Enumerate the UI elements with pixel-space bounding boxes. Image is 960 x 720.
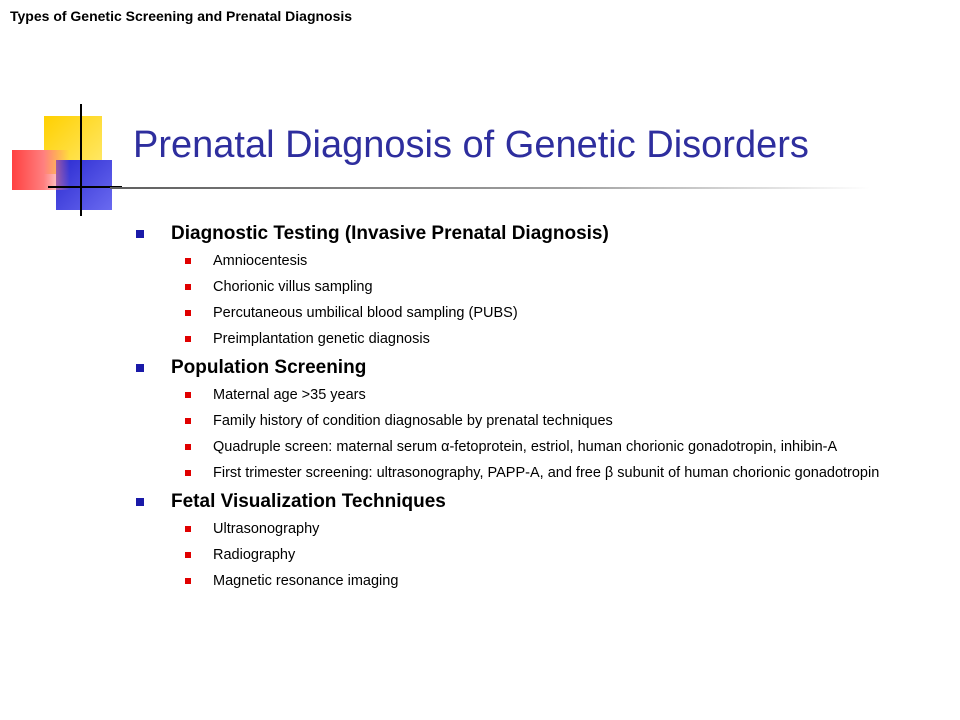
square-bullet-icon	[185, 418, 191, 424]
square-bullet-icon	[185, 284, 191, 290]
list-item	[136, 278, 946, 296]
slide-content	[136, 222, 946, 598]
square-bullet-icon	[185, 258, 191, 264]
section-heading	[136, 356, 946, 380]
list-item	[136, 438, 946, 456]
list-item-text: Family history of condition diagnosable by prenatal techniques	[213, 413, 613, 429]
square-bullet-icon	[136, 364, 144, 372]
square-bullet-icon	[185, 526, 191, 532]
slide-title: Prenatal Diagnosis of Genetic Disorders	[133, 124, 809, 166]
list-item-text: Ultrasonography	[213, 521, 320, 537]
square-bullet-icon	[185, 392, 191, 398]
list-item	[136, 520, 946, 538]
list-item-text: Magnetic resonance imaging	[213, 573, 399, 589]
list-item	[136, 464, 946, 482]
section-fetal-visualization	[136, 490, 946, 590]
square-bullet-icon	[185, 310, 191, 316]
section-heading-text: Fetal Visualization Techniques	[171, 491, 446, 512]
list-item-text: First trimester screening: ultrasonography, PAPP-A, and free β subunit of human chorionic gonadotropin	[213, 465, 880, 481]
section-population-screening	[136, 356, 946, 482]
list-item-text: Preimplantation genetic diagnosis	[213, 331, 430, 347]
list-item-text: Quadruple screen: maternal serum α-fetoprotein, estriol, human chorionic gonadotropin, inhibin-A	[213, 439, 838, 455]
list-item	[136, 252, 946, 270]
logo-vertical-line	[80, 104, 82, 216]
list-item	[136, 412, 946, 430]
list-item-text: Radiography	[213, 547, 296, 563]
section-diagnostic-testing	[136, 222, 946, 348]
decorative-logo	[0, 0, 130, 230]
square-bullet-icon	[185, 578, 191, 584]
header-title: Types of Genetic Screening and Prenatal Diagnosis	[10, 8, 353, 24]
list-item	[136, 386, 946, 404]
list-item	[136, 330, 946, 348]
list-item	[136, 572, 946, 590]
section-heading	[136, 222, 946, 246]
square-bullet-icon	[185, 336, 191, 342]
title-divider	[110, 187, 870, 189]
list-item-text: Chorionic villus sampling	[213, 279, 373, 295]
square-bullet-icon	[136, 230, 144, 238]
square-bullet-icon	[185, 444, 191, 450]
list-item	[136, 304, 946, 322]
square-bullet-icon	[136, 498, 144, 506]
section-heading	[136, 490, 946, 514]
list-item	[136, 546, 946, 564]
list-item-text: Amniocentesis	[213, 253, 308, 269]
section-heading-text: Population Screening	[171, 357, 367, 378]
logo-red-square	[12, 150, 70, 190]
section-heading-text: Diagnostic Testing (Invasive Prenatal Diagnosis)	[171, 223, 609, 244]
square-bullet-icon	[185, 552, 191, 558]
list-item-text: Percutaneous umbilical blood sampling (PUBS)	[213, 305, 518, 321]
list-item-text: Maternal age >35 years	[213, 387, 366, 403]
square-bullet-icon	[185, 470, 191, 476]
